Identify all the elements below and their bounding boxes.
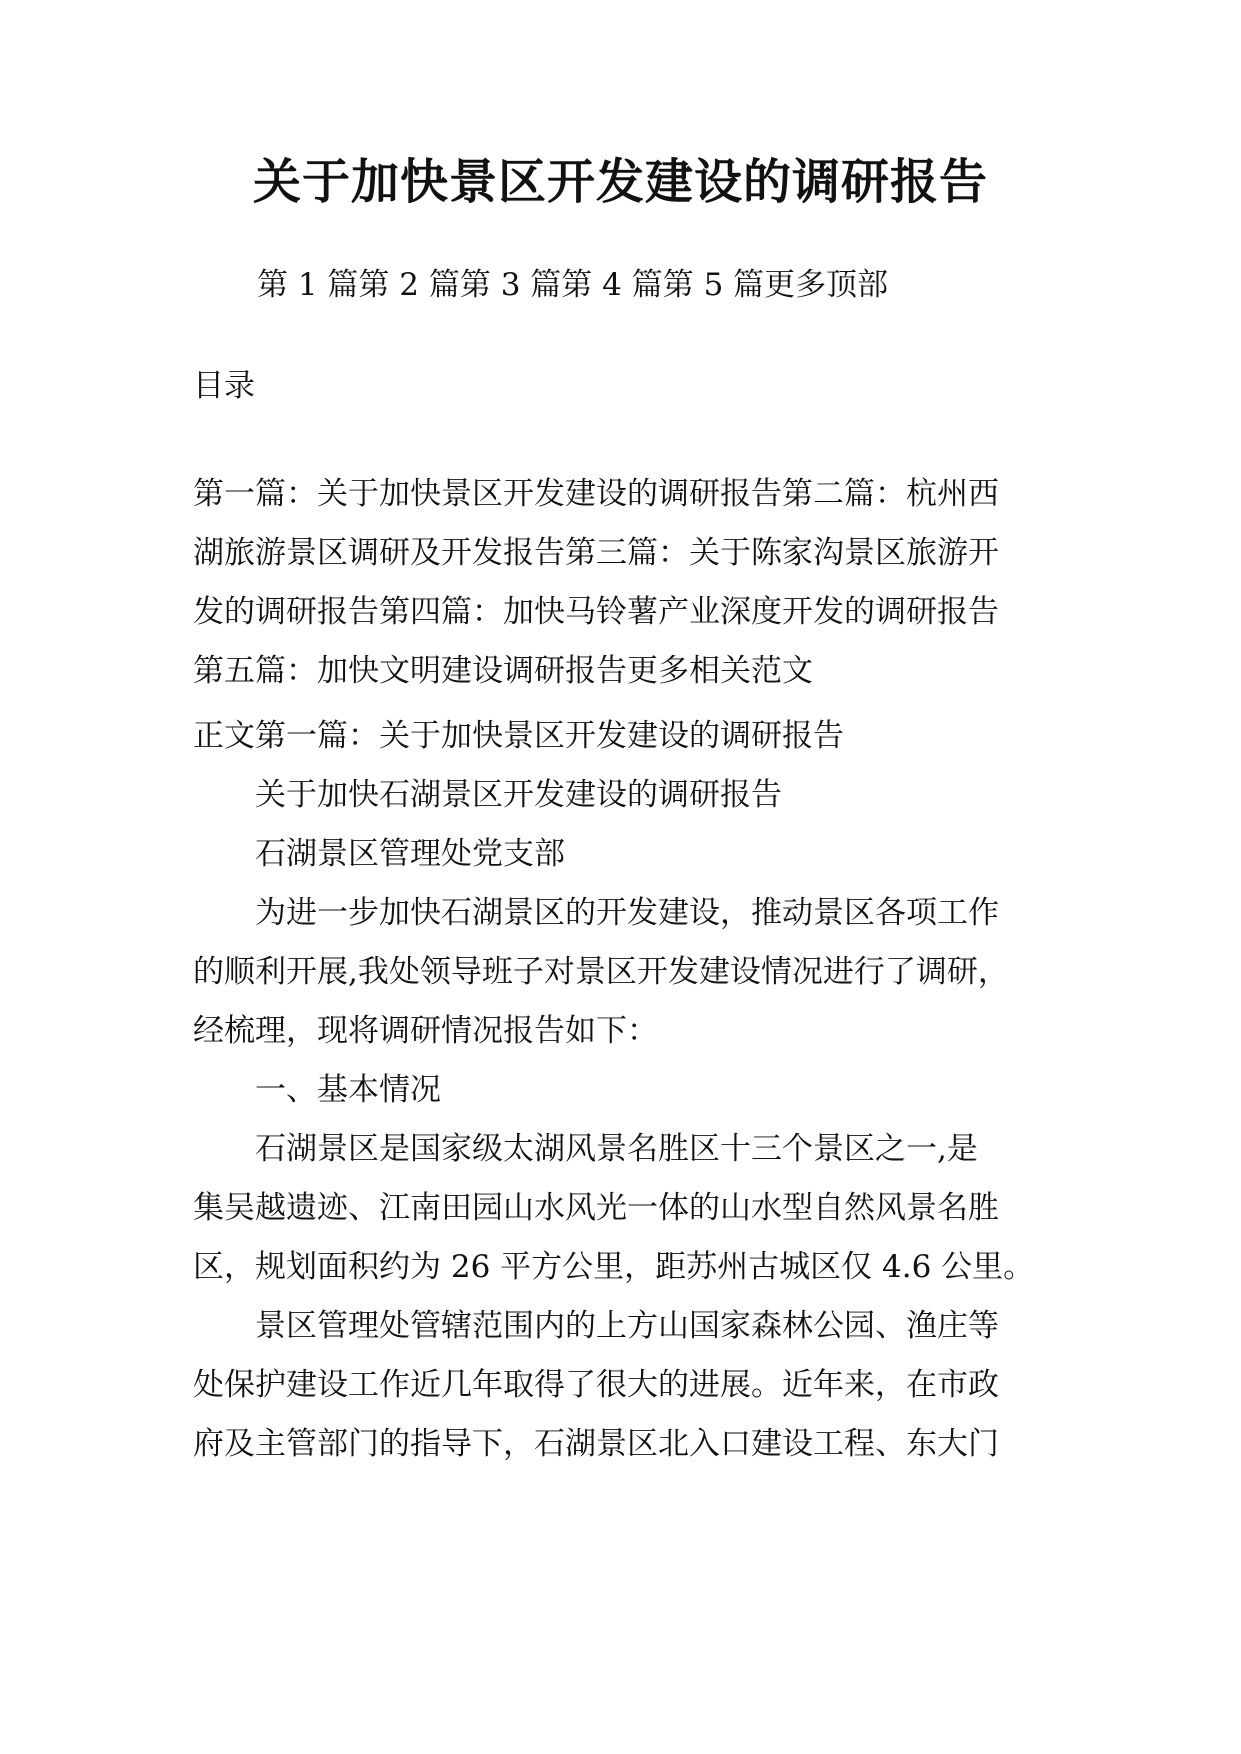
toc-heading: 目录: [193, 368, 255, 404]
body-line: 景区管理处管辖范围内的上方山国家森林公园、渔庄等: [193, 1308, 999, 1344]
document-title: 关于加快景区开发建设的调研报告: [252, 154, 988, 210]
body-line: 石湖景区管理处党支部: [193, 836, 565, 872]
toc-line[interactable]: 发的调研报告第四篇：加快马铃薯产业深度开发的调研报告: [193, 594, 999, 630]
toc-line[interactable]: 第一篇：关于加快景区开发建设的调研报告第二篇：杭州西: [193, 476, 999, 512]
body-line: 正文第一篇：关于加快景区开发建设的调研报告: [193, 718, 844, 754]
table-of-contents: [193, 465, 1053, 701]
body-line: 区，规划面积约为 26 平方公里，距苏州古城区仅 4.6 公里。: [193, 1249, 1035, 1285]
body-line: 府及主管部门的指导下，石湖景区北入口建设工程、东大门: [193, 1426, 999, 1462]
body-line: 处保护建设工作近几年取得了很大的进展。近年来，在市政: [193, 1367, 999, 1403]
article-nav-links[interactable]: 第 1 篇第 2 篇第 3 篇第 4 篇第 5 篇更多顶部: [257, 267, 889, 303]
body-line: 为进一步加快石湖景区的开发建设，推动景区各项工作: [193, 895, 999, 931]
body-line: 经梳理，现将调研情况报告如下：: [193, 1013, 658, 1049]
body-line: 的顺利开展,我处领导班子对景区开发建设情况进行了调研，: [193, 954, 1009, 990]
toc-line[interactable]: 湖旅游景区调研及开发报告第三篇：关于陈家沟景区旅游开: [193, 535, 999, 571]
body-line: 一、基本情况: [193, 1072, 441, 1108]
body-line: 集吴越遗迹、江南田园山水风光一体的山水型自然风景名胜: [193, 1190, 999, 1226]
body-text: [193, 707, 1053, 1474]
body-line: 石湖景区是国家级太湖风景名胜区十三个景区之一,是: [193, 1131, 978, 1167]
body-line: 关于加快石湖景区开发建设的调研报告: [193, 777, 782, 813]
toc-line[interactable]: 第五篇：加快文明建设调研报告更多相关范文: [193, 653, 813, 689]
